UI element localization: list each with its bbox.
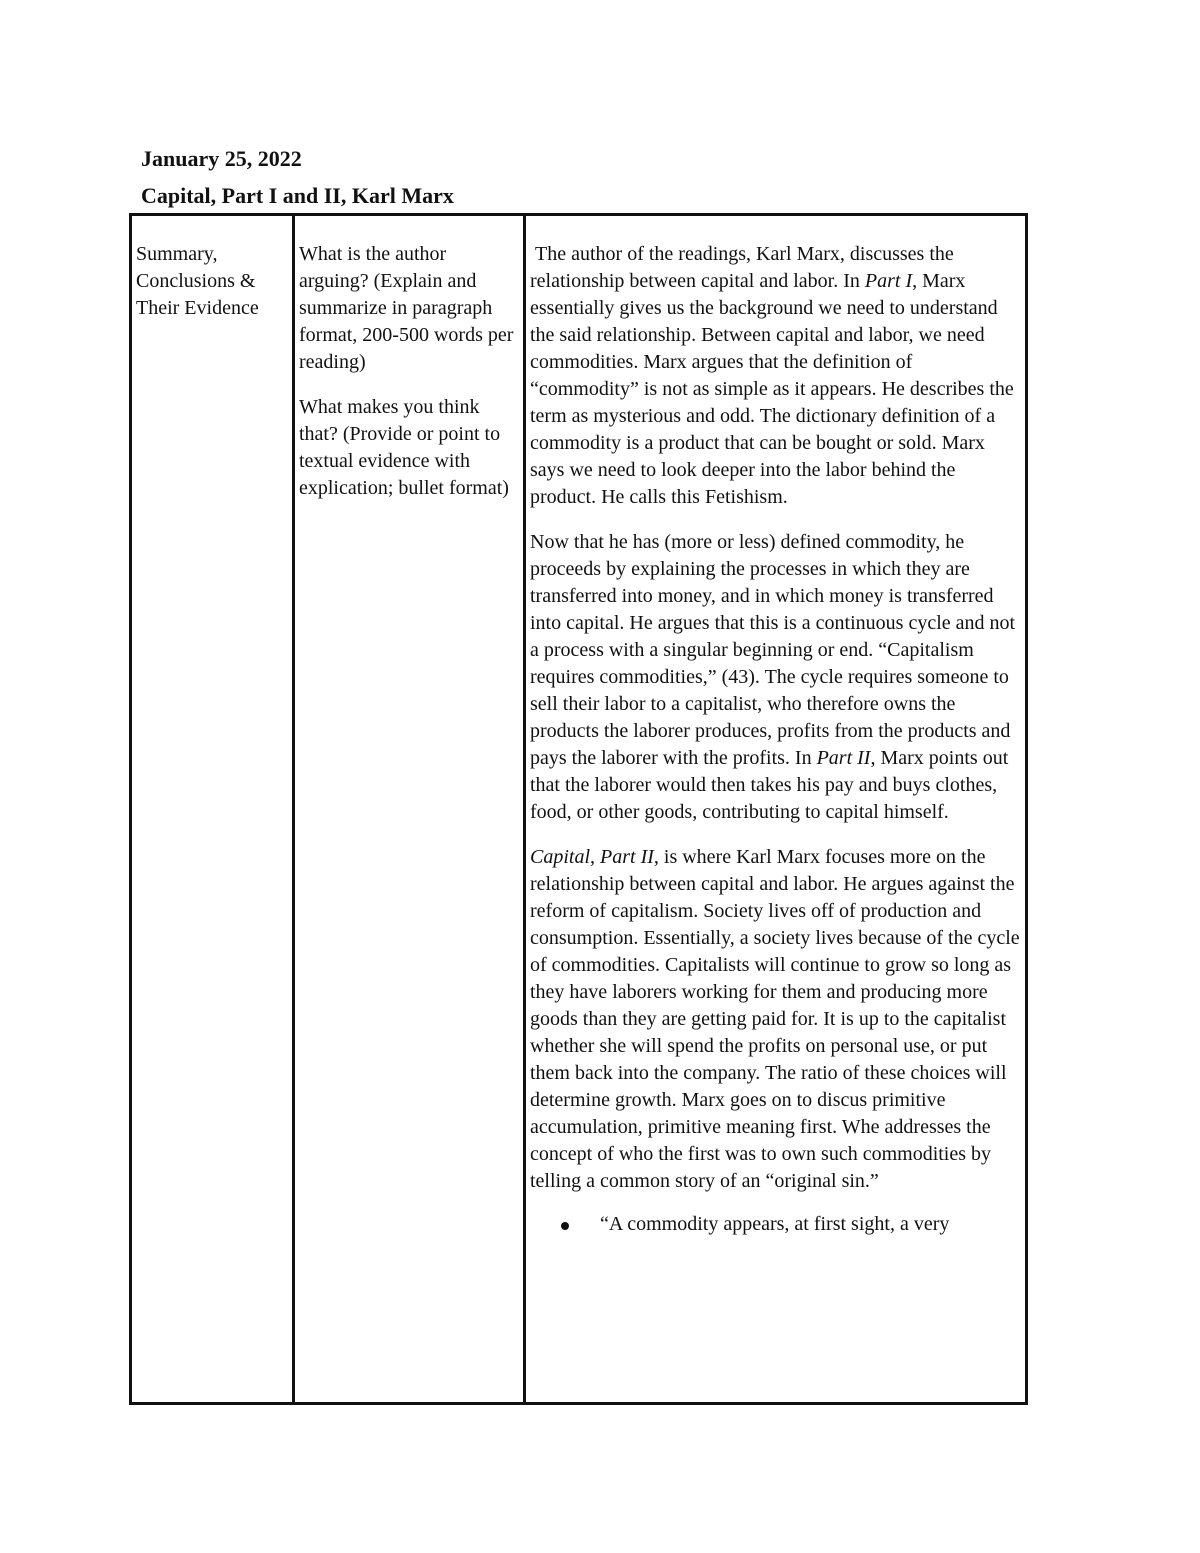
bullet-dot-icon — [530, 1211, 600, 1230]
response-text: The author of the readings, Karl Marx, discusses the relationship between capital and labor. In — [530, 243, 954, 292]
response-text: , Marx essentially gives us the background we need to understand the said relationship. Between capital and labor, we need commodities. Marx argues that the definition of “commodity” is not as simple as it appears. He describes the term as mysterious and odd. The dictionary definition of a commodity is a product that can be bought or sold. Marx says we need to look deeper into the labor behind the product. He calls this Fetishism. — [530, 270, 1014, 508]
response-paragraph-2 — [530, 529, 1021, 826]
prompt-question-1: What is the author arguing? (Explain and summarize in paragraph format, 200-500 words per reading) — [299, 243, 514, 373]
response-emphasis: Part II, — [816, 747, 876, 769]
response-cell — [526, 216, 1025, 1402]
category-cell — [132, 216, 295, 1402]
response-emphasis: Part I — [864, 270, 913, 292]
prompt-question-2: What makes you think that? (Provide or point to textual evidence with explication; bullet format) — [299, 396, 509, 499]
response-paragraph-1 — [530, 241, 1021, 511]
document-title: Capital, Part I and II, Karl Marx — [141, 183, 454, 208]
category-label: Summary, Conclusions & Their Evidence — [136, 243, 259, 319]
evidence-bullet-text: “A commodity appears, at first sight, a very — [600, 1213, 950, 1235]
response-paragraph-3 — [530, 844, 1021, 1195]
document-date: January 25, 2022 — [141, 146, 302, 171]
response-text: , is where Karl Marx focuses more on the relationship between capital and labor. He argues against the reform of capitalism. Society lives off of production and consumption. Essentially, a society lives because of the cycle of commodities. Capitalists will continue to grow so long as they have laborers working for them and producing more goods than they are getting paid for. It is up to the capitalist whether she will spend the profits on personal use, or put them back into the company. The ratio of these choices will determine growth. Marx goes on to discus primitive accumulation, primitive meaning first. Whe addresses the concept of who the first was to own such commodities by telling a common story of an “original sin.” — [530, 846, 1020, 1192]
response-text: Marx points out that the laborer would then takes his pay and buys clothes, food, or other goods, contributing to capital himself. — [530, 747, 1009, 823]
prompt-cell — [295, 216, 526, 1402]
evidence-bullet — [530, 1211, 1021, 1238]
response-emphasis: Capital, Part II — [530, 846, 654, 868]
response-text: Now that he has (more or less) defined commodity, he proceeds by explaining the processes in which they are transferred into money, and in which money is transferred into capital. He argues that this is a continuous cycle and not a process with a singular beginning or end. “Capitalism requires commodities,” (43). The cycle requires someone to sell their labor to a capitalist, who therefore owns the products the laborer produces, profits from the products and pays the laborer with the profits. In — [530, 531, 1016, 769]
reading-response-table — [129, 213, 1028, 1405]
